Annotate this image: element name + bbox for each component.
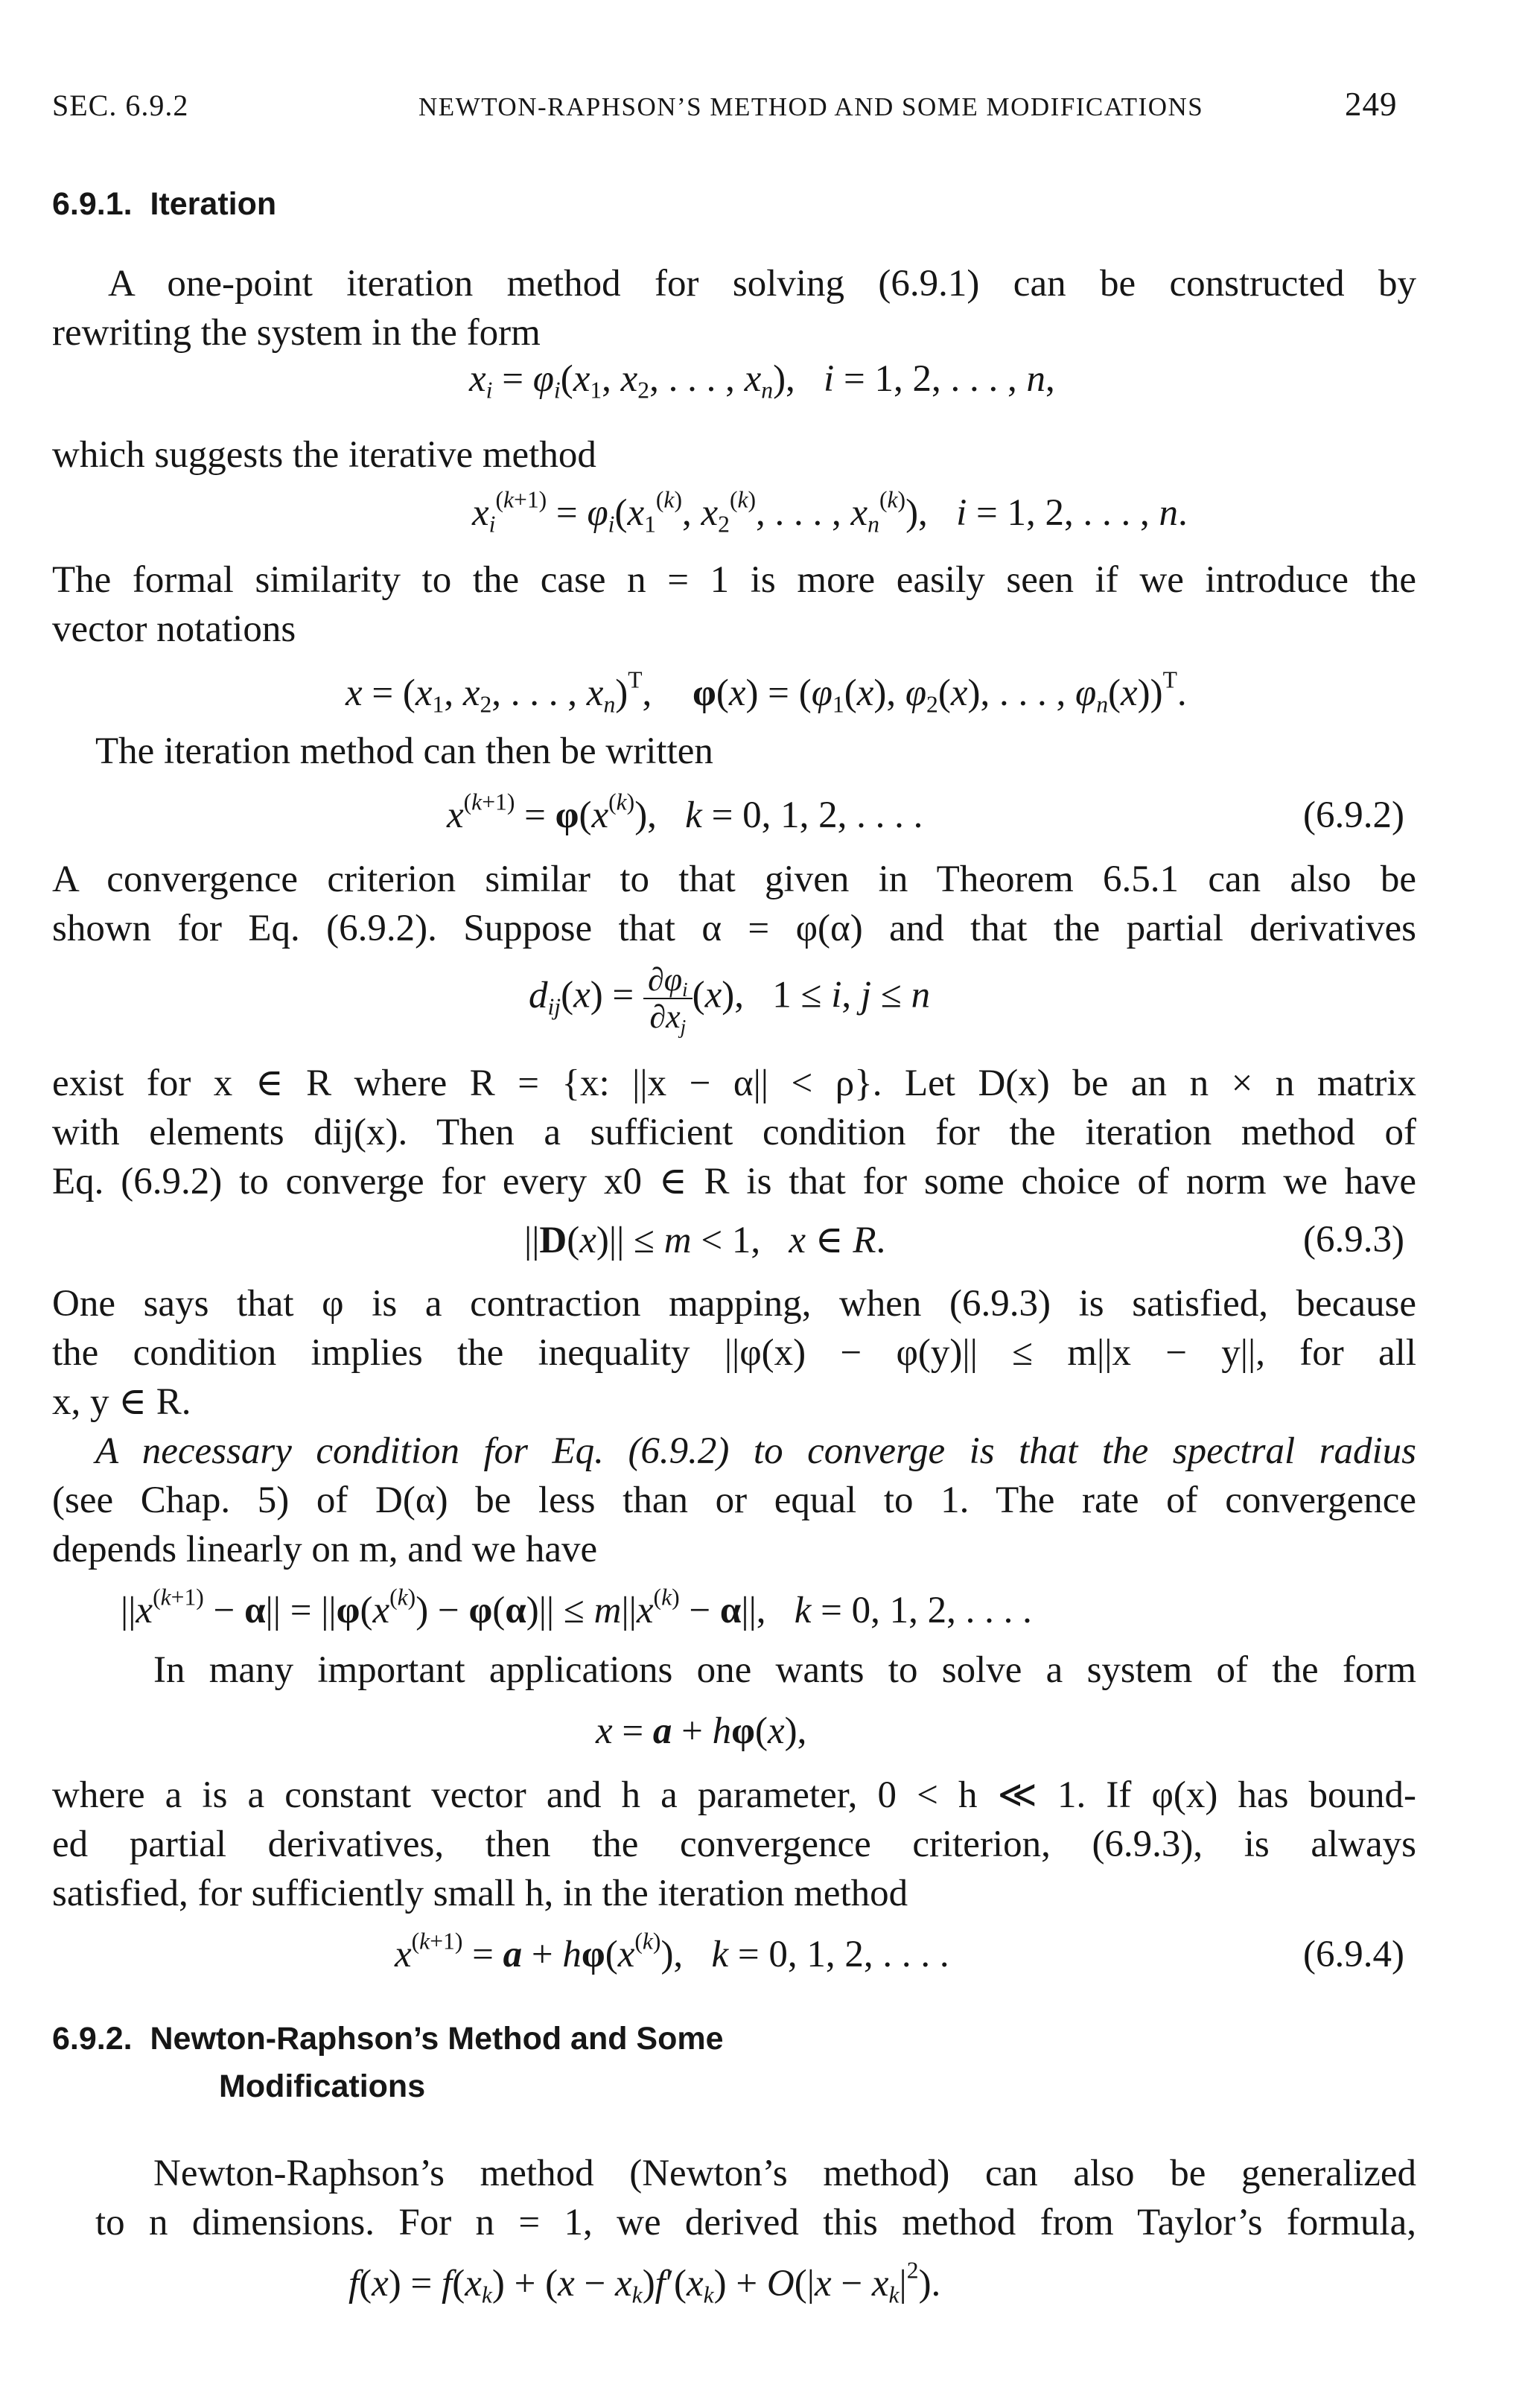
text-line: ed partial derivatives, then the convergence criterion, (6.9.3), is always bbox=[52, 1823, 1416, 1865]
equation: $x^{(k+1)} = a + h\varphi(x^{(k)})$, k = 0, 1, 2, . . . . bbox=[395, 1928, 949, 1975]
text-line: Eq. (6.9.2) to converge for every x0 ∈ R is that for some choice of norm we have bbox=[52, 1161, 1416, 1203]
text-line: The iteration method can then be written bbox=[95, 730, 713, 772]
text-line: In many important applications one wants to solve a system of the form bbox=[153, 1649, 1416, 1691]
equation-number: (6.9.2) bbox=[1303, 794, 1404, 836]
equation: x = a + hφ(x), bbox=[596, 1710, 807, 1752]
text-line: A convergence criterion similar to that given in Theorem 6.5.1 can also be bbox=[52, 859, 1416, 900]
text-line: One says that φ is a contraction mapping, when (6.9.3) is satisfied, because bbox=[52, 1283, 1416, 1325]
running-head-title: NEWTON-RAPHSON’S METHOD AND SOME MODIFICATIONS bbox=[418, 92, 1204, 121]
section-heading-6-9-2 bbox=[52, 2021, 724, 2057]
equation: $x_i = \varphi_i(x_1$, $x_2$, . . . , $x_n$), i = 1, 2, . . . , n, bbox=[469, 358, 1055, 404]
text-line: exist for x ∈ R where R = {x: ||x − α|| < ρ}. Let D(x) be an n × n matrix bbox=[52, 1063, 1416, 1104]
equation-number: (6.9.3) bbox=[1303, 1219, 1404, 1261]
section-title: Newton-Raphson’s Method and Some bbox=[150, 2021, 724, 2057]
section-number: 6.9.1. bbox=[52, 186, 133, 222]
text-line: x, y ∈ R. bbox=[52, 1381, 191, 1423]
equation: $f(x) = f(x_k) + (x - x_k)f'(x_k) + O(|x - x_k|^2)$. bbox=[348, 2257, 941, 2308]
text-line: where a is a constant vector and h a parameter, 0 < h ≪ 1. If φ(x) has bound- bbox=[52, 1774, 1416, 1816]
text-line: the condition implies the inequality ||φ(x) − φ(y)|| ≤ m||x − y||, for all bbox=[52, 1332, 1416, 1374]
text-line: The formal similarity to the case n = 1 is more easily seen if we introduce the bbox=[52, 559, 1416, 601]
text-line: shown for Eq. (6.9.2). Suppose that α = φ(α) and that the partial derivatives bbox=[52, 908, 1416, 949]
text-line: rewriting the system in the form bbox=[52, 312, 541, 354]
section-title: Iteration bbox=[150, 186, 277, 222]
text-line: A necessary condition for Eq. (6.9.2) to converge is that the spectral radius bbox=[95, 1430, 1416, 1472]
equation: $x_i^{(k+1)} = \varphi_i(x_1^{(k)}$, $x_2^{(k)}$, . . . , $x_n^{(k)}$), i = 1, 2, . . . , n. bbox=[472, 486, 1188, 538]
section-number: 6.9.2. bbox=[52, 2021, 133, 2057]
text-line: to n dimensions. For n = 1, we derived this method from Taylor’s formula, bbox=[95, 2202, 1416, 2243]
text-line: A one-point iteration method for solving (6.9.1) can be constructed by bbox=[108, 263, 1416, 305]
equation: $x = (x_1$, $x_2$, . . . , $x_n)^T$, bbox=[346, 666, 652, 718]
text-line: (see Chap. 5) of D(α) be less than or equal to 1. The rate of convergence bbox=[52, 1479, 1416, 1521]
text-line: with elements dij(x). Then a sufficient condition for the iteration method of bbox=[52, 1112, 1416, 1153]
equation: $x^{(k+1)} = \varphi(x^{(k)})$, k = 0, 1, 2, . . . . bbox=[447, 789, 923, 836]
text-line: satisfied, for sufficiently small h, in the iteration method bbox=[52, 1873, 908, 1914]
section-heading-6-9-1 bbox=[52, 186, 276, 223]
section-title-continued: Modifications bbox=[219, 2068, 426, 2104]
running-head-section: SEC. 6.9.2 bbox=[52, 89, 189, 122]
equation-number: (6.9.4) bbox=[1303, 1934, 1404, 1975]
equation: $d_{ij}(x)$ = $\frac{\partial\varphi_i}{\partial x_j}$ (x), 1 ≤ i, j ≤ n bbox=[529, 961, 931, 1039]
equation: ||D(x)|| ≤ m < 1, x ∈ R. bbox=[524, 1220, 886, 1261]
text-line: vector notations bbox=[52, 608, 296, 650]
text-line: depends linearly on m, and we have bbox=[52, 1529, 598, 1570]
text-line: which suggests the iterative method bbox=[52, 434, 596, 476]
text-line: Newton-Raphson’s method (Newton’s method) can also be generalized bbox=[153, 2153, 1416, 2194]
equation: $||x^{(k+1)} - \alpha|| = ||\varphi(x^{(k)}) - \varphi(\alpha)|| \le m||x^{(k)} - \alpha||$, k = 0, 1, 2, . . . . bbox=[121, 1584, 1032, 1631]
equation: $\varphi(x) = (\varphi_1(x)$, $\varphi_2(x)$, . . . , $\varphi_n(x))^T$. bbox=[693, 666, 1187, 718]
page-number: 249 bbox=[1345, 86, 1398, 123]
